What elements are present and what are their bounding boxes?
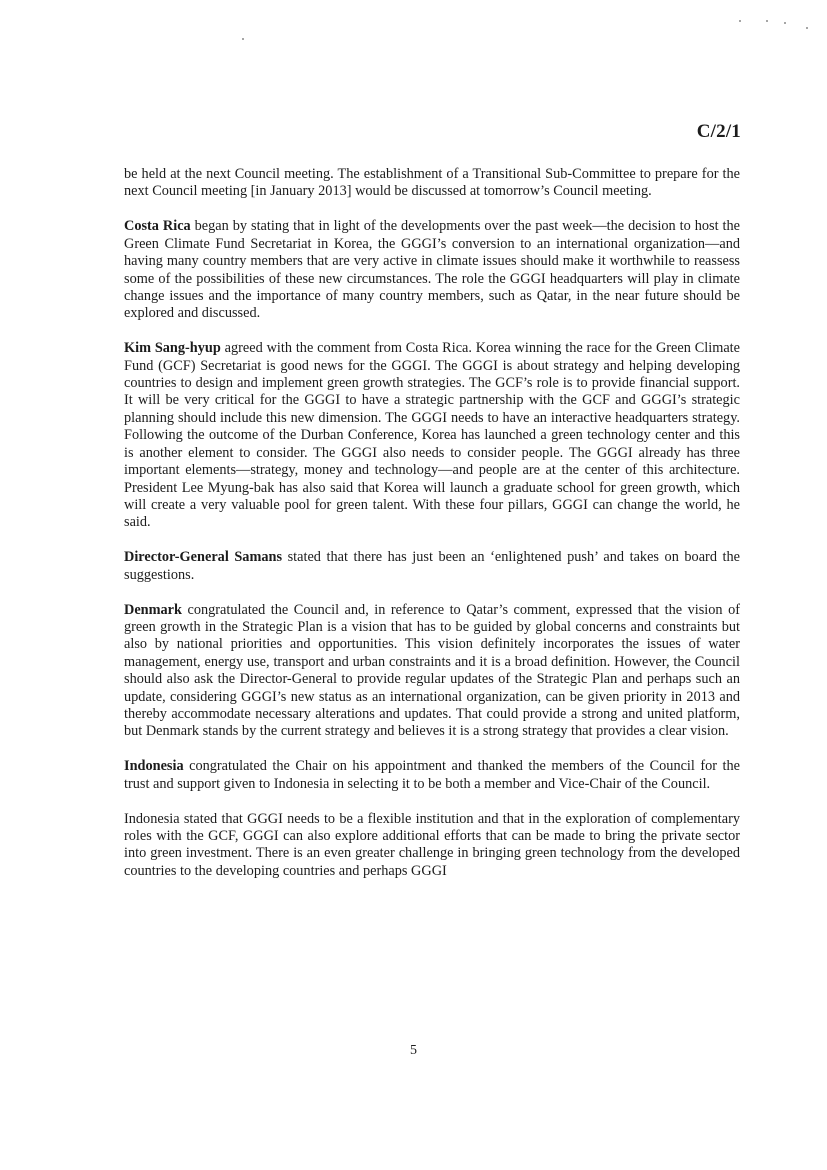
paragraph-continuation: [124, 166, 740, 201]
paragraph-director-general: [124, 549, 740, 584]
speaker-name: Kim Sang-hyup: [124, 340, 221, 357]
paragraph-text: agreed with the comment from Costa Rica. Korea winning the race for the Green Climate Fund (GCF) Secretariat is good news for the GGGI. The GGGI is about strategy and helping developing countries to design and implement green growth strategies. The GCF’s role is to provide financial support. It will be very critical for the GGGI to have a strategic partnership with the GCF and GGGI’s strategic planning should include this new dimension. The GGGI needs to have an interactive headquarters strategy. Following the outcome of the Durban Conference, Korea has launched a green technology center and this is another element to consider. The GGGI also needs to consider people. The GGGI already has three important elements—strategy, money and technology—and people are at the center of this architecture. President Lee Myung-bak has also said that Korea will launch a graduate school for green growth, which will create a very valuable pool for green talent. With these four pillars, GGGI can change the world, he said.: [124, 340, 740, 531]
paragraph-text: stated that there has just been an ‘enlightened push’ and takes on board the suggestions.: [124, 549, 740, 583]
document-body: [124, 166, 740, 898]
scan-speck: [242, 38, 244, 40]
paragraph-costa-rica: [124, 218, 740, 322]
paragraph-text: Indonesia stated that GGGI needs to be a flexible institution and that in the exploration of complementary roles with the GCF, GGGI can also explore additional efforts that can be made to bring the private sector into green investment. There is an even greater challenge in bringing green technology from the developed countries to the developing countries and perhaps GGGI: [124, 810, 740, 879]
paragraph-text: be held at the next Council meeting. The establishment of a Transitional Sub-Committee to prepare for the next Council meeting [in January 2013] would be discussed at tomorrow’s Council meeting.: [124, 166, 740, 200]
speaker-name: Indonesia: [124, 758, 184, 775]
document-reference: C/2/1: [696, 121, 741, 142]
paragraph-kim-sang-hyup: [124, 340, 740, 531]
speaker-name: Denmark: [124, 601, 182, 618]
scan-speck: [739, 20, 741, 22]
paragraph-indonesia-continued: [124, 811, 740, 881]
paragraph-text: congratulated the Chair on his appointment and thanked the members of the Council for the trust and support given to Indonesia in selecting it to be both a member and Vice-Chair of the Council.: [124, 758, 740, 792]
paragraph-indonesia: [124, 758, 740, 793]
speaker-name: Director-General Samans: [124, 549, 283, 566]
scan-speck: [784, 22, 786, 24]
scan-speck: [806, 27, 808, 29]
scan-speck: [766, 20, 768, 22]
speaker-name: Costa Rica: [124, 218, 191, 235]
paragraph-text: congratulated the Council and, in reference to Qatar’s comment, expressed that the vision of green growth in the Strategic Plan is a vision that has to be guided by global concerns and constraints but also by national priorities and opportunities. This vision definitely incorporates the issues of water management, energy use, transport and urban constraints and it is a broad definition. However, the Council should also ask the Director-General to provide regular updates of the Strategic Plan and perhaps such an update, considering GGGI’s new status as an international organization, can be given priority in 2013 and thereby accommodate necessary alterations and updates. That could provide a strong and united platform, but Denmark stands by the current strategy and believes it is a strong strategy that provides a clear vision.: [124, 601, 740, 740]
paragraph-denmark: [124, 602, 740, 741]
page-number: 5: [410, 1043, 417, 1058]
paragraph-text: began by stating that in light of the developments over the past week—the decision to host the Green Climate Fund Secretariat in Korea, the GGGI’s conversion to an international organization—and having many country members that are very active in climate issues should make it worthwhile to reassess some of the possibilities of these new circumstances. The role the GGGI headquarters will play in climate change issues and the importance of many country members, such as Qatar, in the near future should be explored and discussed.: [124, 218, 741, 322]
